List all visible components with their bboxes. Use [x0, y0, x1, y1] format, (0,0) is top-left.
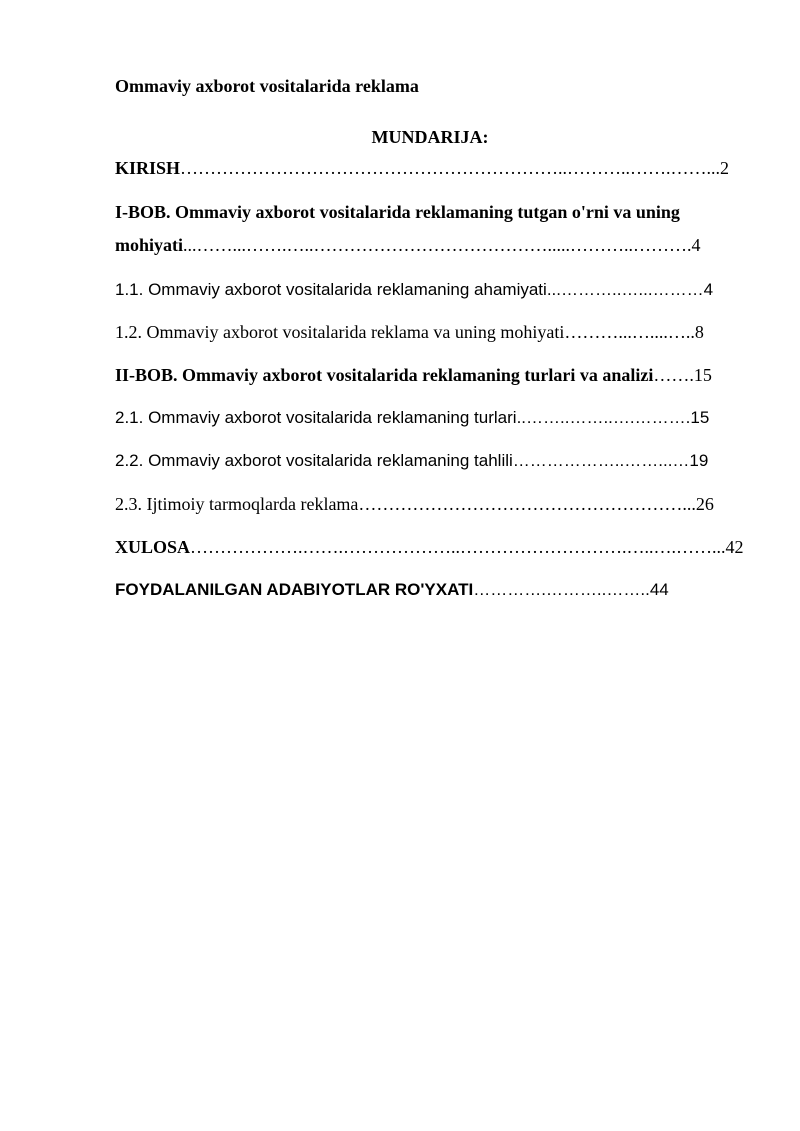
toc-entry-xulosa — [115, 537, 745, 558]
toc-heading: MUNDARIJA: — [371, 127, 489, 147]
toc-entry-leader: ………...…....….. — [564, 322, 695, 342]
toc-entry-leader: ………….………..…….. — [473, 580, 650, 599]
toc-entry-leader: ………………..……...… — [512, 451, 690, 470]
toc-entry-page: 8 — [694, 322, 704, 342]
toc-entry-text: KIRISH — [115, 158, 181, 178]
toc-entry-text: XULOSA — [115, 537, 191, 557]
toc-entry-page: 44 — [649, 580, 669, 599]
toc-entry-section-1-2 — [115, 322, 745, 343]
toc-entry-chapter-1-line2 — [115, 235, 745, 256]
toc-entry-chapter-1-line1 — [115, 202, 745, 223]
toc-entry-section-2-2 — [115, 451, 745, 471]
toc-entry-text: 2.3. Ijtimoiy tarmoqlarda reklama — [115, 494, 359, 514]
toc-entry-leader: ...………..…...……… — [546, 280, 704, 299]
toc-entry-kirish — [115, 158, 745, 179]
toc-entry-page: 42 — [725, 537, 744, 557]
toc-entry-text: 2.1. Ommaviy axborot vositalarida reklamaning turlari — [115, 408, 517, 427]
toc-entry-section-1-1 — [115, 280, 745, 300]
toc-entry-text: 2.2. Ommaviy axborot vositalarida reklamaning tahlili — [115, 451, 513, 470]
toc-entry-leader: ..……..……..….………. — [516, 408, 691, 427]
toc-entry-leader: ………………………………………………... — [358, 494, 696, 514]
toc-entry-page: 19 — [689, 451, 709, 470]
toc-entry-leader: ...……...…….…..………………………………….....………..………. — [183, 235, 692, 255]
toc-entry-page: 26 — [695, 494, 714, 514]
toc-entry-chapter-2 — [115, 365, 745, 386]
toc-entry-bibliography — [115, 580, 745, 600]
toc-entry-text: 1.1. Ommaviy axborot vositalarida reklamaning ahamiyati — [115, 280, 547, 299]
toc-entry-text: mohiyati — [115, 235, 184, 255]
toc-entry-leader: ……………….…….………………..……………………….…..….……... — [190, 537, 726, 557]
toc-entry-leader: ………………………………………………………..………..…….……... — [180, 158, 721, 178]
document-title: Ommaviy axborot vositalarida reklama — [115, 76, 419, 96]
toc-entry-page: 15 — [690, 408, 710, 427]
toc-entry-page: 15 — [693, 365, 712, 385]
toc-entry-section-2-3 — [115, 494, 745, 515]
toc-entry-text: FOYDALANILGAN ADABIYOTLAR RO'YXATI — [115, 580, 474, 599]
toc-entry-leader: ……. — [653, 365, 694, 385]
toc-entry-text: I-BOB. Ommaviy axborot vositalarida reklamaning tutgan o'rni va uning — [115, 202, 680, 222]
toc-entry-page: 4 — [703, 280, 714, 299]
toc-entry-text: II-BOB. Ommaviy axborot vositalarida reklamaning turlari va analizi — [115, 365, 654, 385]
toc-entry-page: 4 — [691, 235, 701, 255]
toc-entry-text: 1.2. Ommaviy axborot vositalarida reklama va uning mohiyati — [115, 322, 565, 342]
toc-entry-section-2-1 — [115, 408, 745, 428]
toc-entry-page: 2 — [720, 158, 730, 178]
